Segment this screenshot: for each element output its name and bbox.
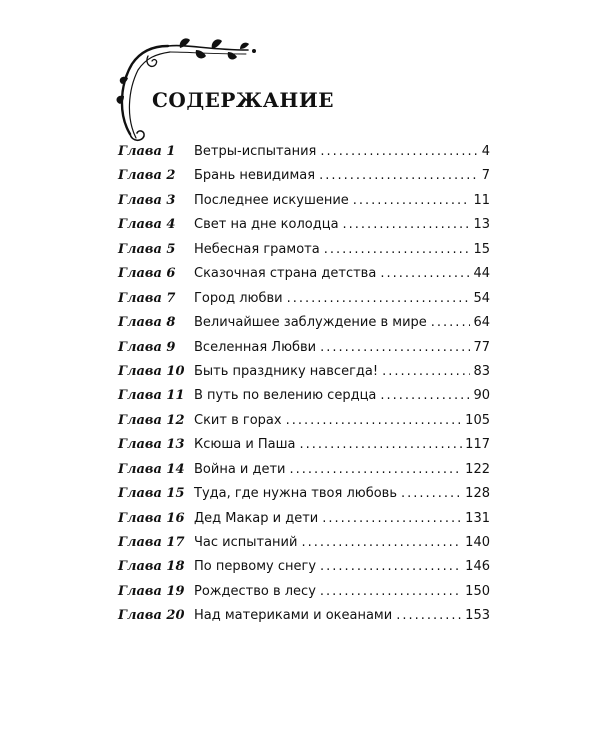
toc-chapter-title: Величайшее заблуждение в мире <box>194 315 427 331</box>
toc-dot-leader <box>343 217 471 232</box>
toc-chapter-title: Скит в горах <box>194 412 282 428</box>
toc-chapter-number: Глава 17 <box>118 535 185 550</box>
toc-chapter-number: Глава 14 <box>118 461 185 477</box>
toc-entry <box>118 291 490 315</box>
toc-chapter-number: Глава 6 <box>118 266 176 282</box>
toc-chapter-title: Дед Макар и дети <box>194 510 319 526</box>
toc-chapter-number: Глава 20 <box>118 608 185 624</box>
toc-chapter-title: Последнее искушение <box>194 192 349 208</box>
toc-entry <box>118 608 490 632</box>
toc-dot-leader <box>380 388 470 403</box>
toc-page-number: 150 <box>465 583 490 599</box>
toc-dot-leader <box>353 193 471 208</box>
toc-chapter-number: Глава 19 <box>118 583 185 599</box>
toc-chapter-title: Над материками и океанами <box>194 608 393 624</box>
toc-dot-leader <box>380 266 470 281</box>
toc-chapter-number: Глава 13 <box>118 437 185 453</box>
toc-chapter-number: Глава 2 <box>118 168 176 184</box>
toc-entry <box>118 266 490 290</box>
toc-chapter-title: Час испытаний <box>194 535 298 550</box>
toc-page-number: 122 <box>465 461 490 477</box>
toc-entry <box>118 437 490 461</box>
toc-page-number: 83 <box>473 363 490 379</box>
toc-chapter-number: Глава 3 <box>118 192 176 208</box>
toc-page-number: 146 <box>465 559 490 575</box>
toc-entry <box>118 559 490 583</box>
toc-page-number: 140 <box>465 535 490 550</box>
table-of-contents <box>118 144 490 633</box>
toc-chapter-number: Глава 9 <box>118 339 176 355</box>
toc-dot-leader <box>290 462 463 477</box>
toc-page-number: 4 <box>481 144 490 159</box>
toc-page-number: 64 <box>473 315 490 331</box>
toc-entry <box>118 217 490 241</box>
toc-entry <box>118 340 490 364</box>
toc-entry <box>118 364 490 388</box>
toc-chapter-number: Глава 4 <box>118 217 176 233</box>
toc-page-number: 153 <box>465 608 490 624</box>
toc-chapter-title: В путь по велению сердца <box>194 388 377 404</box>
toc-chapter-title: Война и дети <box>194 461 286 477</box>
toc-entry <box>118 413 490 437</box>
toc-chapter-number: Глава 5 <box>118 241 176 257</box>
toc-chapter-title: Брань невидимая <box>194 168 316 184</box>
toc-dot-leader <box>320 340 470 355</box>
toc-entry <box>118 584 490 608</box>
toc-page-number: 7 <box>481 168 490 184</box>
page-title: СОДЕРЖАНИЕ <box>152 88 334 112</box>
toc-dot-leader <box>320 144 478 159</box>
toc-page-number: 131 <box>465 510 490 526</box>
toc-chapter-number: Глава 8 <box>118 315 176 331</box>
toc-dot-leader <box>320 584 462 599</box>
toc-page-number: 15 <box>473 241 490 257</box>
toc-dot-leader <box>286 413 463 428</box>
toc-entry <box>118 388 490 412</box>
toc-entry <box>118 193 490 217</box>
toc-chapter-title: Город любви <box>194 290 283 306</box>
toc-entry <box>118 486 490 510</box>
toc-dot-leader <box>322 511 462 526</box>
toc-page-number: 77 <box>473 339 490 355</box>
toc-page-number: 105 <box>465 412 490 428</box>
toc-page-number: 117 <box>465 437 490 453</box>
toc-dot-leader <box>396 608 462 623</box>
toc-dot-leader <box>287 291 471 306</box>
toc-page-number: 13 <box>473 217 490 233</box>
toc-entry <box>118 168 490 192</box>
toc-entry <box>118 535 490 559</box>
toc-chapter-number: Глава 10 <box>118 363 185 379</box>
toc-dot-leader <box>319 168 479 183</box>
toc-page-number: 54 <box>473 290 490 306</box>
toc-dot-leader <box>431 315 471 330</box>
toc-chapter-number: Глава 12 <box>118 412 185 428</box>
toc-chapter-number: Глава 18 <box>118 559 185 575</box>
toc-dot-leader <box>320 559 462 574</box>
toc-page-number: 11 <box>473 192 490 208</box>
toc-chapter-title: Рождество в лесу <box>194 583 316 599</box>
toc-dot-leader <box>382 364 470 379</box>
toc-dot-leader <box>300 437 463 452</box>
toc-chapter-title: Ксюша и Паша <box>194 437 296 453</box>
toc-chapter-title: Ветры-испытания <box>194 144 317 159</box>
toc-entry <box>118 462 490 486</box>
toc-chapter-title: Туда, где нужна твоя любовь <box>194 486 397 502</box>
toc-entry <box>118 511 490 535</box>
toc-chapter-number: Глава 1 <box>118 144 176 159</box>
toc-entry <box>118 242 490 266</box>
toc-chapter-title: По первому снегу <box>194 559 317 575</box>
toc-dot-leader <box>301 535 462 550</box>
toc-dot-leader <box>401 486 462 501</box>
toc-chapter-title: Быть празднику навсегда! <box>194 363 379 379</box>
toc-chapter-title: Вселенная Любви <box>194 339 317 355</box>
toc-page-number: 44 <box>473 266 490 282</box>
toc-chapter-title: Свет на дне колодца <box>194 217 339 233</box>
toc-entry <box>118 315 490 339</box>
toc-page-number: 90 <box>473 388 490 404</box>
toc-chapter-title: Сказочная страна детства <box>194 266 377 282</box>
toc-chapter-title: Небесная грамота <box>194 241 320 257</box>
toc-chapter-number: Глава 11 <box>118 388 185 404</box>
toc-page-number: 128 <box>465 486 490 502</box>
toc-chapter-number: Глава 16 <box>118 510 185 526</box>
toc-chapter-number: Глава 15 <box>118 486 185 502</box>
toc-dot-leader <box>324 242 471 257</box>
toc-chapter-number: Глава 7 <box>118 290 176 306</box>
toc-entry <box>118 144 490 168</box>
